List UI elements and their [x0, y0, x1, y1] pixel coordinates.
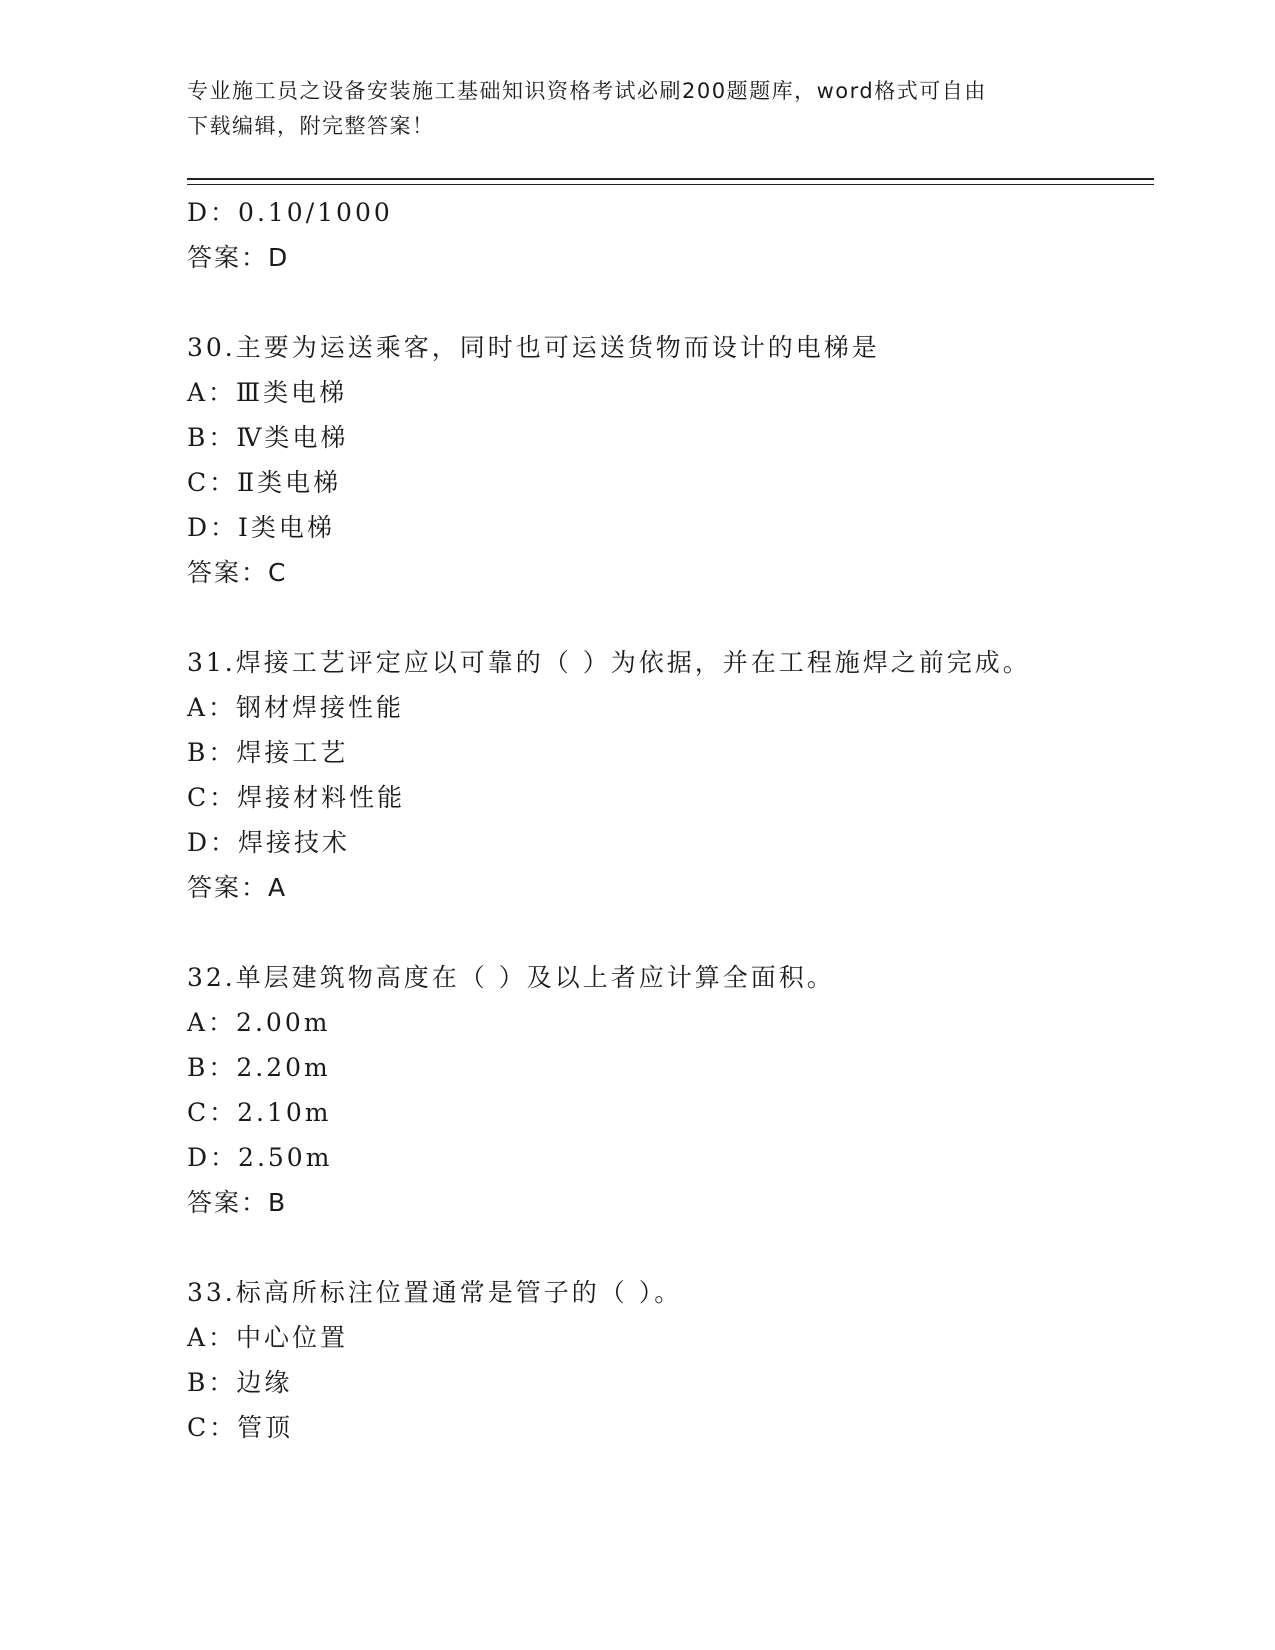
option-d: D：2.50m — [187, 1143, 333, 1172]
option-b: B：Ⅳ类电梯 — [187, 423, 349, 452]
header-divider-thick — [187, 178, 1154, 180]
question-stem: 31.焊接工艺评定应以可靠的（ ）为依据，并在工程施焊之前完成。 — [187, 648, 1031, 677]
answer-line: 答案：D — [187, 243, 290, 272]
option-d: D：Ⅰ类电梯 — [187, 513, 335, 542]
question-list — [187, 190, 1147, 1450]
option-c: C：管顶 — [187, 1413, 294, 1442]
option-d: D：0.10/1000 — [187, 198, 393, 227]
answer-line: 答案：A — [187, 873, 288, 902]
spacer — [187, 1225, 1147, 1270]
answer-line: 答案：C — [187, 558, 288, 587]
spacer — [187, 280, 1147, 325]
header-line-2: 下载编辑，附完整答案！ — [187, 114, 435, 138]
option-d: D：焊接技术 — [187, 828, 351, 857]
spacer — [187, 910, 1147, 955]
option-a: A：Ⅲ类电梯 — [187, 378, 348, 407]
answer-line: 答案：B — [187, 1188, 288, 1217]
option-b: B：边缘 — [187, 1368, 293, 1397]
question-stem: 32.单层建筑物高度在（ ）及以上者应计算全面积。 — [187, 963, 835, 992]
document-header — [187, 74, 1067, 144]
option-b: B：2.20m — [187, 1053, 331, 1082]
option-c: C：焊接材料性能 — [187, 783, 406, 812]
option-a: A：中心位置 — [187, 1323, 349, 1352]
option-c: C：2.10m — [187, 1098, 332, 1127]
question-stem: 30.主要为运送乘客，同时也可运送货物而设计的电梯是 — [187, 333, 880, 362]
option-a: A：钢材焊接性能 — [187, 693, 405, 722]
option-a: A：2.00m — [187, 1008, 331, 1037]
header-line-1: 专业施工员之设备安装施工基础知识资格考试必刷200题题库，word格式可自由 — [187, 79, 987, 103]
option-b: B：焊接工艺 — [187, 738, 349, 767]
header-divider-thin — [187, 184, 1154, 185]
question-stem: 33.标高所标注位置通常是管子的（ ）。 — [187, 1278, 683, 1307]
option-c: C：Ⅱ类电梯 — [187, 468, 342, 497]
spacer — [187, 595, 1147, 640]
